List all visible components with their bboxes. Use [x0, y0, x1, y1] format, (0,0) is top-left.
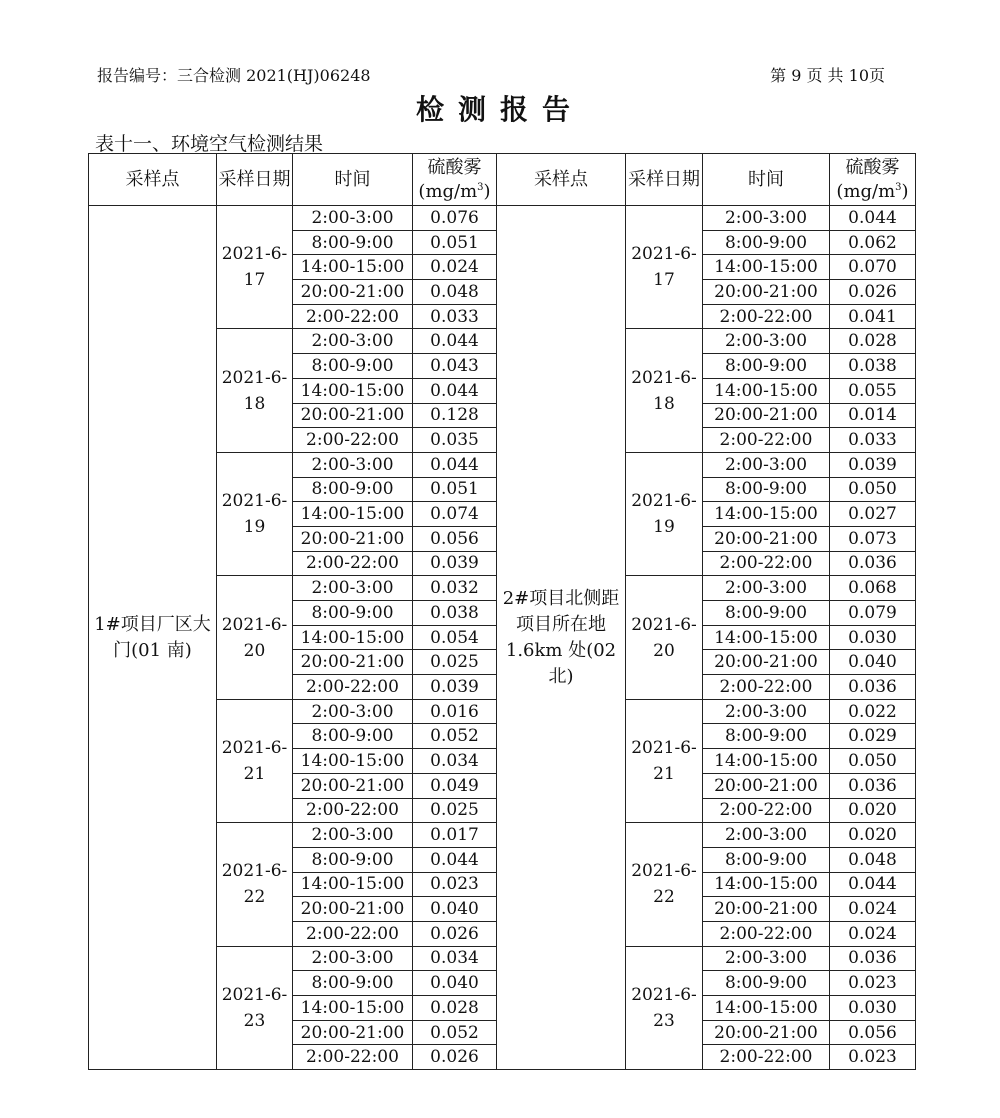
time-cell: 2:00-22:00 — [293, 1045, 413, 1070]
date-cell: 2021-6-21 — [626, 699, 703, 822]
col-header-sulfuric: 硫酸雾 $(mg/m^3)$ — [413, 154, 497, 206]
time-cell: 2:00-22:00 — [293, 428, 413, 453]
time-cell: 2:00-3:00 — [293, 576, 413, 601]
value-cell: 0.040 — [413, 971, 497, 996]
time-cell: 14:00-15:00 — [293, 749, 413, 774]
time-cell: 8:00-9:00 — [703, 847, 830, 872]
time-cell: 2:00-3:00 — [703, 206, 830, 231]
value-cell: 0.079 — [830, 601, 916, 626]
value-cell: 0.056 — [413, 526, 497, 551]
date-cell: 2021-6-23 — [217, 946, 293, 1069]
time-cell: 20:00-21:00 — [703, 1020, 830, 1045]
time-cell: 2:00-22:00 — [293, 304, 413, 329]
time-cell: 2:00-3:00 — [293, 452, 413, 477]
value-cell: 0.074 — [413, 502, 497, 527]
time-cell: 2:00-3:00 — [703, 823, 830, 848]
time-cell: 2:00-22:00 — [703, 304, 830, 329]
time-cell: 2:00-22:00 — [293, 675, 413, 700]
time-cell: 20:00-21:00 — [293, 897, 413, 922]
time-cell: 20:00-21:00 — [703, 403, 830, 428]
time-cell: 2:00-22:00 — [703, 428, 830, 453]
time-cell: 20:00-21:00 — [293, 403, 413, 428]
time-cell: 8:00-9:00 — [293, 601, 413, 626]
value-cell: 0.020 — [830, 798, 916, 823]
col-header-date: 采样日期 — [217, 154, 293, 206]
time-cell: 14:00-15:00 — [293, 872, 413, 897]
time-cell: 8:00-9:00 — [293, 477, 413, 502]
value-cell: 0.032 — [413, 576, 497, 601]
time-cell: 2:00-3:00 — [293, 699, 413, 724]
value-cell: 0.076 — [413, 206, 497, 231]
date-cell: 2021-6-23 — [626, 946, 703, 1069]
time-cell: 8:00-9:00 — [703, 971, 830, 996]
page-title: 检测报告 — [415, 93, 584, 126]
time-cell: 8:00-9:00 — [293, 971, 413, 996]
site-name-cell: 2#项目北侧距项目所在地 1.6km 处(02 北) — [497, 206, 626, 1070]
time-cell: 20:00-21:00 — [703, 526, 830, 551]
value-cell: 0.027 — [830, 502, 916, 527]
time-cell: 2:00-3:00 — [293, 206, 413, 231]
date-cell: 2021-6-19 — [626, 452, 703, 575]
time-cell: 2:00-3:00 — [293, 946, 413, 971]
value-cell: 0.054 — [413, 625, 497, 650]
site-name-cell: 1#项目厂区大门(01 南) — [89, 206, 217, 1070]
date-cell: 2021-6-20 — [217, 576, 293, 699]
value-cell: 0.024 — [413, 255, 497, 280]
time-cell: 14:00-15:00 — [703, 255, 830, 280]
time-cell: 2:00-22:00 — [293, 551, 413, 576]
value-cell: 0.051 — [413, 230, 497, 255]
value-cell: 0.044 — [830, 206, 916, 231]
value-cell: 0.023 — [830, 1045, 916, 1070]
time-cell: 20:00-21:00 — [703, 897, 830, 922]
value-cell: 0.039 — [413, 675, 497, 700]
time-cell: 2:00-3:00 — [703, 576, 830, 601]
col-header-site: 采样点 — [89, 154, 217, 206]
time-cell: 8:00-9:00 — [293, 724, 413, 749]
time-cell: 8:00-9:00 — [703, 724, 830, 749]
col-header-date: 采样日期 — [626, 154, 703, 206]
value-cell: 0.038 — [413, 601, 497, 626]
col-header-sulfuric: 硫酸雾 $(mg/m^3)$ — [830, 154, 916, 206]
value-cell: 0.030 — [830, 625, 916, 650]
time-cell: 8:00-9:00 — [703, 230, 830, 255]
value-cell: 0.035 — [413, 428, 497, 453]
value-cell: 0.033 — [830, 428, 916, 453]
table-row — [89, 206, 916, 231]
value-cell: 0.034 — [413, 749, 497, 774]
time-cell: 20:00-21:00 — [293, 280, 413, 305]
value-cell: 0.026 — [413, 921, 497, 946]
value-cell: 0.036 — [830, 773, 916, 798]
value-cell: 0.040 — [413, 897, 497, 922]
date-cell: 2021-6-17 — [626, 206, 703, 329]
time-cell: 2:00-3:00 — [703, 946, 830, 971]
value-cell: 0.028 — [413, 996, 497, 1021]
date-cell: 2021-6-17 — [217, 206, 293, 329]
time-cell: 2:00-22:00 — [703, 1045, 830, 1070]
time-cell: 2:00-22:00 — [703, 675, 830, 700]
date-cell: 2021-6-22 — [626, 823, 703, 946]
time-cell: 20:00-21:00 — [293, 773, 413, 798]
time-cell: 2:00-3:00 — [703, 452, 830, 477]
value-cell: 0.034 — [413, 946, 497, 971]
value-cell: 0.044 — [413, 378, 497, 403]
time-cell: 8:00-9:00 — [293, 354, 413, 379]
value-cell: 0.017 — [413, 823, 497, 848]
time-cell: 8:00-9:00 — [293, 847, 413, 872]
value-cell: 0.033 — [413, 304, 497, 329]
time-cell: 14:00-15:00 — [703, 872, 830, 897]
value-cell: 0.041 — [830, 304, 916, 329]
value-cell: 0.068 — [830, 576, 916, 601]
time-cell: 14:00-15:00 — [703, 749, 830, 774]
time-cell: 2:00-3:00 — [293, 329, 413, 354]
value-cell: 0.044 — [413, 329, 497, 354]
time-cell: 20:00-21:00 — [703, 773, 830, 798]
table-header-row — [89, 154, 916, 206]
value-cell: 0.036 — [830, 675, 916, 700]
value-cell: 0.028 — [830, 329, 916, 354]
time-cell: 14:00-15:00 — [703, 502, 830, 527]
time-cell: 20:00-21:00 — [293, 650, 413, 675]
value-cell: 0.055 — [830, 378, 916, 403]
value-cell: 0.043 — [413, 354, 497, 379]
value-cell: 0.052 — [413, 1020, 497, 1045]
value-cell: 0.016 — [413, 699, 497, 724]
value-cell: 0.036 — [830, 946, 916, 971]
time-cell: 14:00-15:00 — [703, 996, 830, 1021]
time-cell: 14:00-15:00 — [703, 378, 830, 403]
value-cell: 0.025 — [413, 650, 497, 675]
value-cell: 0.128 — [413, 403, 497, 428]
value-cell: 0.029 — [830, 724, 916, 749]
value-cell: 0.038 — [830, 354, 916, 379]
value-cell: 0.048 — [413, 280, 497, 305]
page-indicator: 第 9 页 共 10页 — [770, 66, 885, 85]
value-cell: 0.026 — [830, 280, 916, 305]
time-cell: 2:00-22:00 — [703, 921, 830, 946]
date-cell: 2021-6-22 — [217, 823, 293, 946]
time-cell: 2:00-22:00 — [703, 551, 830, 576]
date-cell: 2021-6-18 — [217, 329, 293, 452]
col-header-time: 时间 — [703, 154, 830, 206]
time-cell: 20:00-21:00 — [703, 650, 830, 675]
table-title: 表十一、环境空气检测结果 — [95, 133, 324, 155]
value-cell: 0.044 — [413, 452, 497, 477]
value-cell: 0.022 — [830, 699, 916, 724]
value-cell: 0.030 — [830, 996, 916, 1021]
time-cell: 2:00-22:00 — [703, 798, 830, 823]
time-cell: 20:00-21:00 — [293, 526, 413, 551]
time-cell: 14:00-15:00 — [293, 996, 413, 1021]
value-cell: 0.050 — [830, 477, 916, 502]
time-cell: 8:00-9:00 — [703, 601, 830, 626]
value-cell: 0.044 — [830, 872, 916, 897]
value-cell: 0.036 — [830, 551, 916, 576]
col-header-time: 时间 — [293, 154, 413, 206]
value-cell: 0.050 — [830, 749, 916, 774]
time-cell: 14:00-15:00 — [703, 625, 830, 650]
value-cell: 0.073 — [830, 526, 916, 551]
value-cell: 0.056 — [830, 1020, 916, 1045]
value-cell: 0.070 — [830, 255, 916, 280]
time-cell: 20:00-21:00 — [703, 280, 830, 305]
time-cell: 14:00-15:00 — [293, 378, 413, 403]
value-cell: 0.039 — [413, 551, 497, 576]
date-cell: 2021-6-19 — [217, 452, 293, 575]
date-cell: 2021-6-20 — [626, 576, 703, 699]
value-cell: 0.014 — [830, 403, 916, 428]
time-cell: 8:00-9:00 — [293, 230, 413, 255]
value-cell: 0.051 — [413, 477, 497, 502]
value-cell: 0.052 — [413, 724, 497, 749]
time-cell: 2:00-22:00 — [293, 921, 413, 946]
time-cell: 8:00-9:00 — [703, 354, 830, 379]
value-cell: 0.040 — [830, 650, 916, 675]
time-cell: 14:00-15:00 — [293, 625, 413, 650]
date-cell: 2021-6-21 — [217, 699, 293, 822]
value-cell: 0.049 — [413, 773, 497, 798]
value-cell: 0.024 — [830, 921, 916, 946]
value-cell: 0.062 — [830, 230, 916, 255]
time-cell: 20:00-21:00 — [293, 1020, 413, 1045]
time-cell: 2:00-3:00 — [293, 823, 413, 848]
value-cell: 0.024 — [830, 897, 916, 922]
col-header-site: 采样点 — [497, 154, 626, 206]
value-cell: 0.025 — [413, 798, 497, 823]
time-cell: 2:00-3:00 — [703, 329, 830, 354]
value-cell: 0.020 — [830, 823, 916, 848]
time-cell: 14:00-15:00 — [293, 502, 413, 527]
air-quality-table — [88, 153, 916, 1070]
time-cell: 2:00-3:00 — [703, 699, 830, 724]
value-cell: 0.023 — [830, 971, 916, 996]
time-cell: 2:00-22:00 — [293, 798, 413, 823]
value-cell: 0.023 — [413, 872, 497, 897]
time-cell: 14:00-15:00 — [293, 255, 413, 280]
report-number: 报告编号：三合检测 2021(HJ)06248 — [97, 66, 371, 85]
time-cell: 8:00-9:00 — [703, 477, 830, 502]
value-cell: 0.039 — [830, 452, 916, 477]
value-cell: 0.026 — [413, 1045, 497, 1070]
date-cell: 2021-6-18 — [626, 329, 703, 452]
value-cell: 0.044 — [413, 847, 497, 872]
value-cell: 0.048 — [830, 847, 916, 872]
